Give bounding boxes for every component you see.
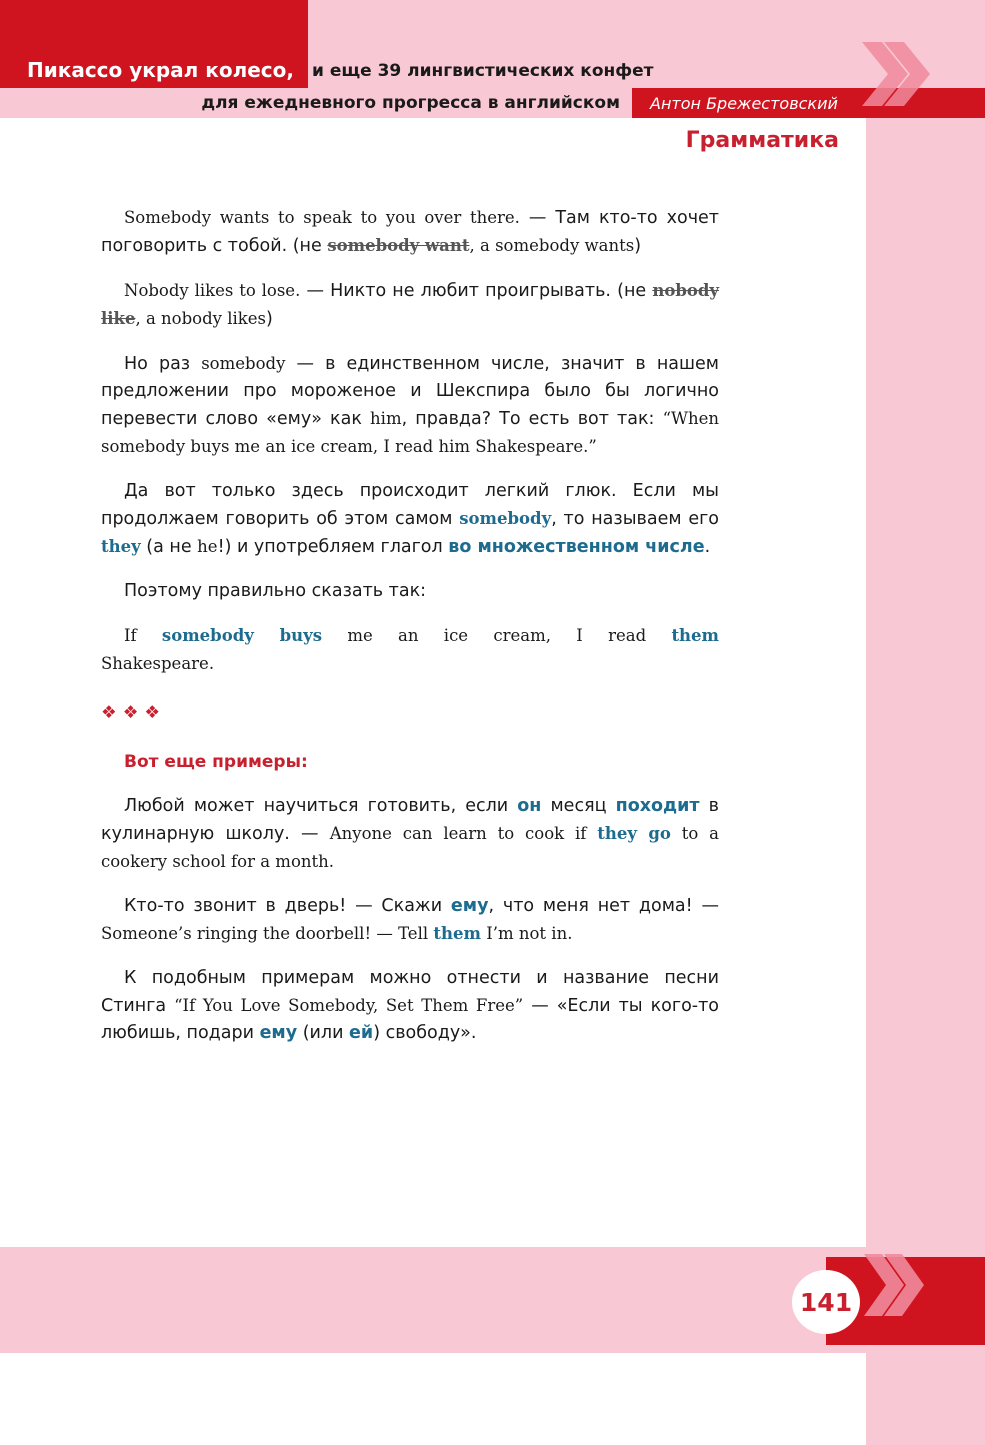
examples-subheading: Вот еще примеры:	[124, 752, 308, 772]
highlighted-word: походит	[615, 796, 700, 816]
russian-text: — в единственном числе, значит в нашем предложении про мороженое и Шекспира было бы логично перевести слово «ему» как	[101, 354, 719, 429]
highlighted-word: он	[517, 796, 542, 816]
double-chevron-icon	[862, 1250, 927, 1320]
russian-text: Кто-то звонит в дверь! — Скажи	[124, 896, 451, 916]
highlighted-word: ей	[349, 1023, 374, 1043]
russian-text: Но раз	[124, 354, 202, 374]
russian-text: — Никто не любит проигрывать. (не	[300, 281, 653, 301]
page-number-badge	[792, 1270, 860, 1334]
paragraph-2	[101, 277, 719, 333]
russian-text: , правда? То есть вот так:	[401, 409, 663, 429]
author-name: Антон Брежестовский	[650, 94, 838, 113]
paragraph-5: Поэтому правильно сказать так:	[124, 581, 427, 601]
paragraph-4	[101, 478, 719, 561]
text: )	[634, 236, 642, 256]
paragraph-7	[101, 793, 719, 876]
english-text: me an ice cream, I read	[322, 626, 672, 645]
highlighted-phrase: somebody buys	[161, 626, 323, 645]
english-text: to a cookery school for a month.	[101, 824, 719, 871]
english-text: Shakespeare.	[101, 654, 215, 673]
russian-text: — Там кто-то хочет поговорить с тобой. (не	[101, 208, 719, 256]
song-title: “If You Love Somebody, Set Them Free”	[174, 996, 524, 1015]
highlighted-phrase: they go	[597, 824, 671, 843]
strikethrough-text: somebody want	[327, 236, 470, 255]
english-text: somebody wants	[495, 236, 635, 255]
russian-text: !) и употребляем глагол	[217, 537, 449, 557]
section-divider: ❖❖❖	[101, 703, 167, 723]
highlighted-word: them	[671, 626, 720, 645]
highlighted-phrase: во множественном числе	[448, 537, 705, 557]
footer-pink-band	[0, 1247, 866, 1353]
english-text: somebody	[201, 354, 286, 373]
text: )	[266, 309, 273, 329]
highlighted-word: ему	[259, 1023, 298, 1043]
double-chevron-icon	[858, 38, 933, 110]
book-subtitle: для ежедневного прогресса в английском	[201, 93, 620, 113]
page-number: 141	[799, 1287, 853, 1317]
paragraph-6	[101, 622, 719, 678]
russian-text: месяц	[541, 796, 616, 816]
english-text: Nobody likes to lose.	[124, 281, 301, 300]
russian-text: , а	[469, 236, 496, 255]
paragraph-8	[101, 893, 719, 948]
english-text: If	[124, 626, 162, 645]
paragraph-1	[101, 204, 719, 260]
russian-text: (или	[297, 1023, 350, 1043]
russian-text: , то называем его	[551, 509, 719, 529]
text: .	[704, 537, 711, 557]
english-text: Somebody wants to speak to you over there.	[124, 208, 520, 227]
english-text: I’m not in.	[480, 924, 573, 943]
russian-text: в кулинарную школу. —	[101, 796, 719, 844]
paragraph-9	[101, 965, 719, 1047]
russian-text: , что меня нет дома! —	[488, 896, 719, 916]
english-text: him	[370, 409, 402, 428]
english-text: nobody likes	[161, 309, 267, 328]
page-content	[101, 204, 719, 1064]
strikethrough-text: nobody like	[101, 281, 719, 328]
highlighted-word: somebody	[459, 509, 552, 528]
russian-text: Любой может научиться готовить, если	[124, 796, 518, 816]
english-text: Someone’s ringing the doorbell! — Tell	[101, 924, 434, 943]
russian-text: — «Если ты кого-то любишь, подари	[101, 996, 719, 1043]
paragraph-3	[101, 350, 719, 461]
right-margin-strip	[866, 118, 985, 1445]
section-title: Грамматика	[685, 128, 839, 153]
book-title-part2: и еще 39 лингвистических конфет	[312, 61, 654, 81]
russian-text: Да вот только здесь происходит легкий глюк. Если мы продолжаем говорить об этом самом	[101, 481, 719, 529]
russian-text: (а не	[140, 537, 198, 557]
russian-text: , а	[135, 309, 162, 328]
english-quote: “When somebody buys me an ice cream, I read him Shakespeare.”	[101, 409, 720, 456]
highlighted-word: them	[433, 924, 481, 943]
english-text: Anyone can learn to cook if	[329, 824, 598, 843]
russian-text: ) свободу».	[373, 1023, 477, 1043]
highlighted-word: they	[101, 537, 141, 556]
english-text: he	[197, 537, 218, 556]
russian-text: К подобным примерам можно отнести и название песни Стинга	[101, 968, 719, 1016]
highlighted-word: ему	[450, 896, 489, 916]
book-title-part1: Пикассо украл колесо,	[27, 58, 294, 82]
